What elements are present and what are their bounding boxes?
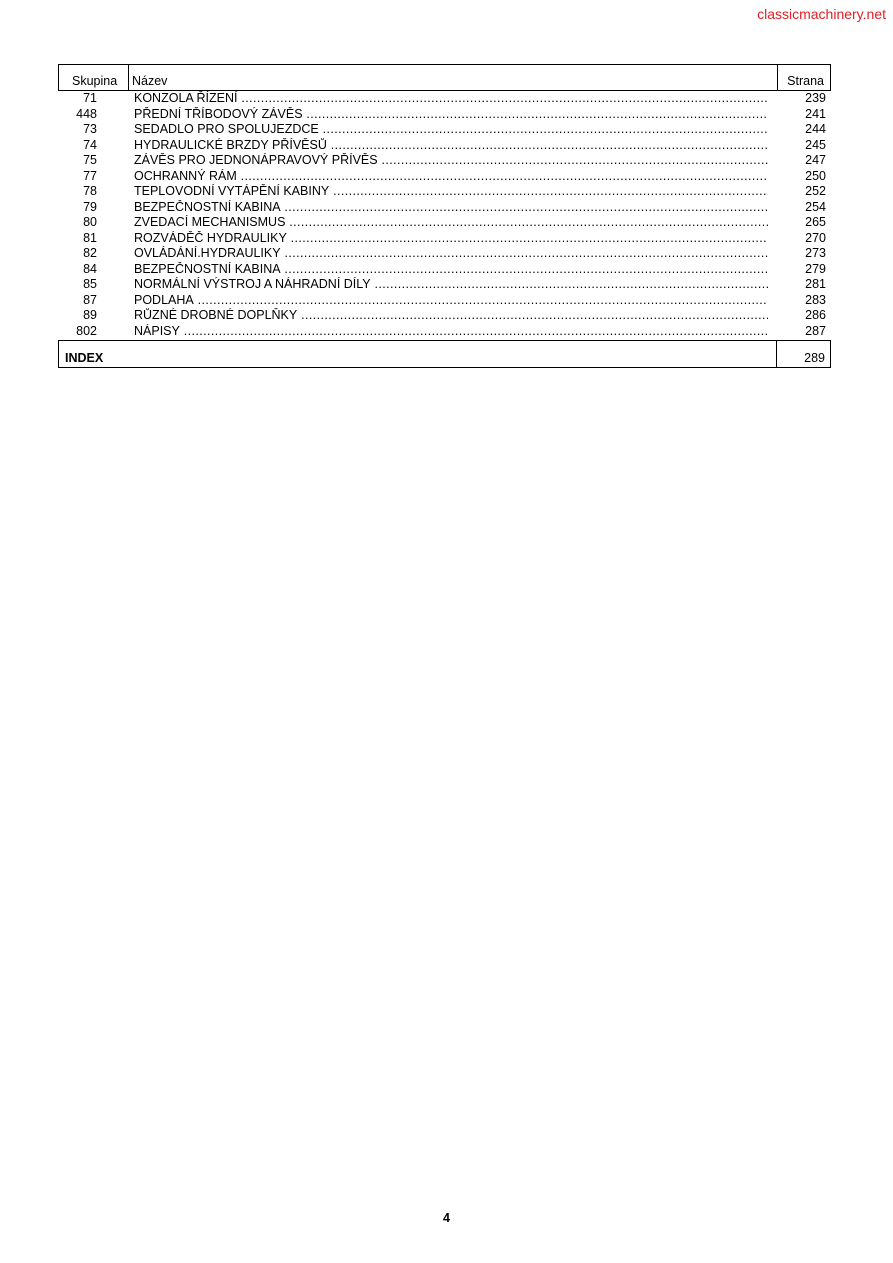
toc-row[interactable] bbox=[58, 169, 831, 185]
toc-row-page: 286 bbox=[805, 308, 826, 322]
toc-row[interactable] bbox=[58, 293, 831, 309]
toc-row-name: TEPLOVODNÍ VYTÁPĚNÍ KABINY ..... bbox=[134, 184, 768, 200]
toc-row-code: 74 bbox=[83, 137, 97, 152]
toc-row-code: 82 bbox=[83, 246, 97, 260]
toc-row-name: OVLÁDÁNÍ.HYDRAULIKY ..... bbox=[134, 246, 768, 262]
toc-row[interactable] bbox=[58, 215, 831, 231]
toc-row-name: OCHRANNÝ RÁM ..... bbox=[134, 169, 768, 185]
toc-row[interactable] bbox=[58, 308, 831, 324]
toc-row-name: NORMÁLNÍ VÝSTROJ A NÁHRADNÍ DÍLY ..... bbox=[134, 277, 768, 293]
toc-row-code: 84 bbox=[83, 261, 97, 276]
toc-row-code: 73 bbox=[83, 122, 97, 136]
toc-row-name: BEZPEČNOSTNÍ KABINA ..... bbox=[134, 200, 768, 216]
toc-row[interactable] bbox=[58, 184, 831, 200]
toc-rows bbox=[58, 91, 831, 339]
toc-row-page: 239 bbox=[805, 91, 826, 105]
toc-row-name: ZÁVĚS PRO JEDNONÁPRAVOVÝ PŘÍVĚS ..... bbox=[134, 153, 768, 169]
toc-row-name: ZVEDACÍ MECHANISMUS ..... bbox=[134, 215, 768, 231]
toc-header bbox=[58, 64, 831, 91]
index-row[interactable] bbox=[58, 340, 831, 368]
toc-row-code: 77 bbox=[83, 168, 97, 183]
watermark-link[interactable]: classicmachinery.net bbox=[757, 6, 886, 22]
toc-row-page: 247 bbox=[805, 153, 826, 167]
toc-row-code: 78 bbox=[83, 184, 97, 198]
toc-row-code: 448 bbox=[76, 106, 97, 121]
toc-row-page: 283 bbox=[805, 292, 826, 307]
toc-row-code: 75 bbox=[83, 153, 97, 167]
toc-row-name: KONZOLA ŘÍZENÍ ..... bbox=[134, 91, 768, 107]
toc-row-code: 87 bbox=[83, 292, 97, 307]
toc-row-name: NÁPISY ..... bbox=[134, 324, 768, 340]
toc-row[interactable] bbox=[58, 107, 831, 123]
toc-row-page: 273 bbox=[805, 246, 826, 260]
toc-row[interactable] bbox=[58, 246, 831, 262]
table-of-contents bbox=[58, 64, 831, 368]
toc-row-code: 79 bbox=[83, 199, 97, 214]
toc-row[interactable] bbox=[58, 200, 831, 216]
toc-row-code: 80 bbox=[83, 215, 97, 229]
page-number: 4 bbox=[443, 1211, 450, 1225]
index-page: 289 bbox=[804, 351, 825, 365]
toc-row-name: SEDADLO PRO SPOLUJEZDCE ..... bbox=[134, 122, 768, 138]
toc-row-code: 81 bbox=[83, 230, 97, 245]
toc-row[interactable] bbox=[58, 262, 831, 278]
toc-row-code: 71 bbox=[83, 91, 97, 105]
index-label: INDEX bbox=[65, 351, 104, 365]
toc-row-page: 281 bbox=[805, 277, 826, 291]
header-strana: Strana bbox=[787, 74, 824, 88]
toc-row[interactable] bbox=[58, 277, 831, 293]
toc-row-name: BEZPEČNOSTNÍ KABINA ..... bbox=[134, 262, 768, 278]
toc-row-page: 265 bbox=[805, 215, 826, 229]
toc-row-page: 270 bbox=[805, 230, 826, 245]
column-divider bbox=[128, 64, 129, 91]
toc-row[interactable] bbox=[58, 153, 831, 169]
toc-row-page: 250 bbox=[805, 168, 826, 183]
toc-row-name: PŘEDNÍ TŘÍBODOVÝ ZÁVĚS ..... bbox=[134, 107, 768, 123]
toc-row-page: 254 bbox=[805, 199, 826, 214]
toc-row[interactable] bbox=[58, 324, 831, 340]
toc-row[interactable] bbox=[58, 122, 831, 138]
header-nazev: Název bbox=[132, 74, 168, 88]
toc-row-name: RŮZNÉ DROBNÉ DOPLŇKY ..... bbox=[134, 308, 768, 324]
toc-row-name: PODLAHA ..... bbox=[134, 293, 768, 309]
toc-row-code: 802 bbox=[76, 323, 97, 338]
toc-row[interactable] bbox=[58, 231, 831, 247]
toc-row-page: 252 bbox=[805, 184, 826, 198]
toc-row-page: 244 bbox=[805, 122, 826, 136]
toc-row[interactable] bbox=[58, 91, 831, 107]
toc-row-name: HYDRAULICKÉ BRZDY PŘÍVĚSŮ ..... bbox=[134, 138, 768, 154]
toc-row[interactable] bbox=[58, 138, 831, 154]
toc-row-name: ROZVÁDĚČ HYDRAULIKY ..... bbox=[134, 231, 768, 247]
toc-row-page: 241 bbox=[805, 106, 826, 121]
toc-row-page: 279 bbox=[805, 261, 826, 276]
toc-row-code: 89 bbox=[83, 308, 97, 322]
toc-row-page: 245 bbox=[805, 137, 826, 152]
toc-row-code: 85 bbox=[83, 277, 97, 291]
header-skupina: Skupina bbox=[72, 74, 118, 88]
column-divider bbox=[776, 341, 777, 367]
toc-row-page: 287 bbox=[805, 323, 826, 338]
column-divider bbox=[777, 64, 778, 91]
